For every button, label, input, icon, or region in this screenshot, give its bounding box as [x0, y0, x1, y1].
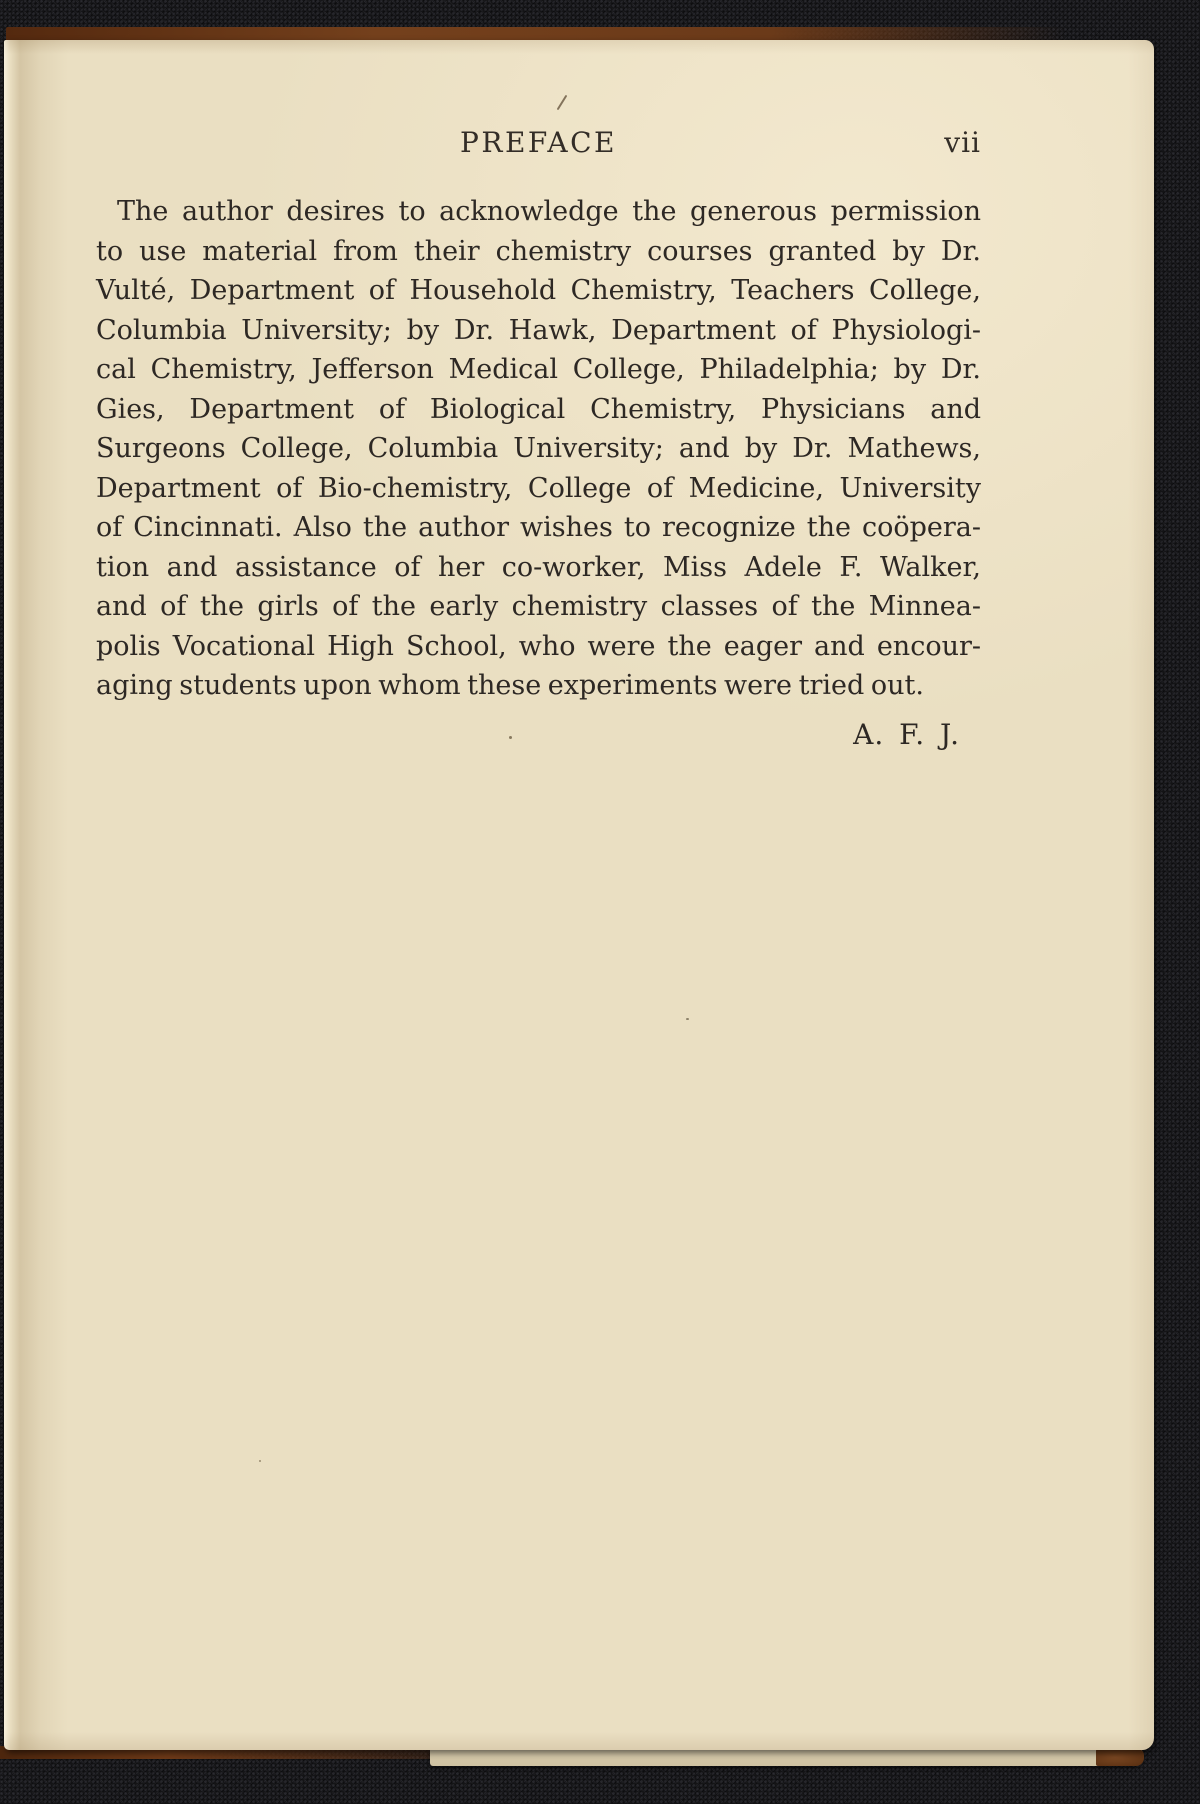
- paragraph-line: polis Vocational High School, who were the eager and encour-: [96, 630, 981, 662]
- paragraph-line: aging students upon whom these experiments were tried out.: [96, 670, 924, 701]
- page-corner-wear: [1096, 1749, 1144, 1766]
- paragraph-line: The author desires to acknowledge the generous permission: [117, 196, 981, 227]
- paper-speck: [686, 1018, 689, 1020]
- book-page: [4, 40, 1154, 1750]
- paragraph-line: Gies, Department of Biological Chemistry, Physicians and: [96, 393, 981, 425]
- paragraph-line: Vulté, Department of Household Chemistry, Teachers College,: [96, 275, 981, 306]
- page-number: vii: [944, 126, 981, 159]
- paragraph-line: and of the girls of the early chemistry classes of the Minnea-: [96, 591, 981, 622]
- page-title: PREFACE: [460, 126, 617, 159]
- paragraph-line: to use material from their chemistry courses granted by Dr.: [96, 235, 981, 267]
- page-header: [96, 126, 981, 170]
- author-initials: A. F. J.: [853, 718, 960, 751]
- underlying-page-edge: [430, 1748, 1142, 1766]
- paragraph-line: tion and assistance of her co-worker, Miss Adele F. Walker,: [96, 551, 981, 583]
- page-content: [96, 40, 981, 1750]
- paragraph-line: of Cincinnati. Also the author wishes to recognize the coöpera-: [96, 512, 981, 543]
- preface-paragraph: [96, 192, 981, 706]
- paper-speck: [509, 736, 512, 739]
- paragraph-line: Columbia University; by Dr. Hawk, Department of Physiologi-: [96, 314, 981, 346]
- paragraph-line: cal Chemistry, Jefferson Medical College, Philadelphia; by Dr.: [96, 354, 981, 385]
- paragraph-line: Surgeons College, Columbia University; and by Dr. Mathews,: [96, 433, 981, 464]
- paper-speck: [259, 1460, 261, 1462]
- paragraph-line: Department of Bio-chemistry, College of Medicine, University: [96, 472, 981, 504]
